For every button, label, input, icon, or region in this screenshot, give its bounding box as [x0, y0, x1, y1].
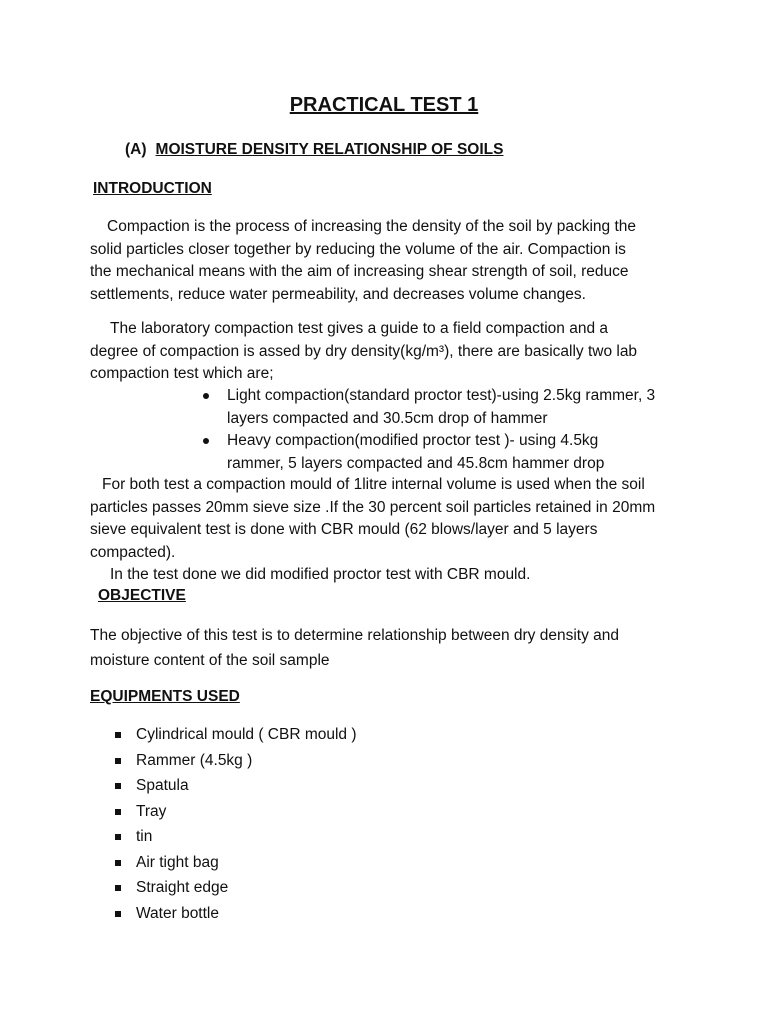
- bullet-icon: [203, 393, 209, 399]
- equipment-list: [112, 724, 357, 928]
- paragraph-line: settlements, reduce water permeability, and decreases volume changes.: [90, 285, 586, 303]
- list-item-line: Light compaction(standard proctor test)-using 2.5kg rammer, 3: [227, 387, 656, 404]
- list-item-label: Rammer (4.5kg ): [136, 751, 253, 769]
- list-item-label: Water bottle: [136, 904, 219, 922]
- square-bullet-icon: [115, 758, 121, 764]
- paragraph-line: Compaction is the process of increasing the density of the soil by packing the: [107, 218, 637, 235]
- paragraph-line: the mechanical means with the aim of increasing shear strength of soil, reduce: [90, 263, 629, 280]
- list-item: [112, 750, 357, 776]
- paragraph-line: particles passes 20mm sieve size .If the 30 percent soil particles retained in 20mm: [90, 498, 656, 516]
- list-item: [112, 724, 357, 750]
- square-bullet-icon: [115, 809, 121, 815]
- list-item: [112, 903, 357, 929]
- paragraph-line: degree of compaction is assed by dry density(kg/m³), there are basically two lab: [90, 342, 638, 360]
- page-title: [0, 94, 768, 117]
- square-bullet-icon: [115, 732, 121, 738]
- list-item: [200, 430, 690, 475]
- paragraph-line: The laboratory compaction test gives a guide to a field compaction and a: [110, 320, 609, 337]
- square-bullet-icon: [115, 860, 121, 866]
- introduction-paragraph-3: [90, 474, 680, 587]
- list-item: [112, 826, 357, 852]
- paragraph-line: For both test a compaction mould of 1litre internal volume is used when the soil: [102, 476, 645, 493]
- subtitle-label: (A): [125, 141, 147, 158]
- list-item-label: Spatula: [136, 777, 189, 794]
- paragraph-line: solid particles closer together by reducing the volume of the air. Compaction is: [90, 240, 626, 258]
- list-item-label: Straight edge: [136, 879, 229, 896]
- list-item-line: Heavy compaction(modified proctor test )- using 4.5kg: [227, 432, 599, 449]
- paragraph-line: sieve equivalent test is done with CBR mould (62 blows/layer and 5 layers: [90, 521, 598, 538]
- bullet-icon: [203, 438, 209, 444]
- paragraph-line: The objective of this test is to determine relationship between dry density and: [90, 627, 620, 644]
- list-item-label: Cylindrical mould ( CBR mould ): [136, 726, 357, 743]
- list-item: [112, 801, 357, 827]
- subtitle-text: MOISTURE DENSITY RELATIONSHIP OF SOILS: [155, 141, 504, 158]
- square-bullet-icon: [115, 834, 121, 840]
- list-item-label: Tray: [136, 802, 167, 820]
- list-item: [112, 775, 357, 801]
- list-item-line: layers compacted and 30.5cm drop of hammer: [227, 409, 548, 427]
- introduction-paragraph-1: [90, 216, 680, 306]
- paragraph-line: compacted).: [90, 543, 176, 561]
- list-item: [112, 852, 357, 878]
- list-item-label: Air tight bag: [136, 853, 219, 871]
- introduction-paragraph-2: [90, 318, 680, 386]
- objective-heading: OBJECTIVE: [98, 587, 186, 604]
- equipments-heading: EQUIPMENTS USED: [90, 688, 240, 705]
- list-item: [112, 877, 357, 903]
- paragraph-line: In the test done we did modified proctor test with CBR mould.: [110, 566, 531, 583]
- list-item-line: rammer, 5 layers compacted and 45.8cm hammer drop: [227, 454, 605, 472]
- paragraph-line: compaction test which are;: [90, 365, 274, 382]
- list-item-label: tin: [136, 828, 153, 845]
- page-title-text: PRACTICAL TEST 1: [289, 94, 479, 116]
- paragraph-line: moisture content of the soil sample: [90, 652, 330, 669]
- objective-paragraph: [90, 623, 680, 673]
- square-bullet-icon: [115, 885, 121, 891]
- list-item: [200, 385, 690, 430]
- square-bullet-icon: [115, 911, 121, 917]
- section-subtitle: [125, 141, 503, 159]
- introduction-heading: INTRODUCTION: [93, 180, 212, 197]
- square-bullet-icon: [115, 783, 121, 789]
- compaction-types-list: [200, 385, 690, 475]
